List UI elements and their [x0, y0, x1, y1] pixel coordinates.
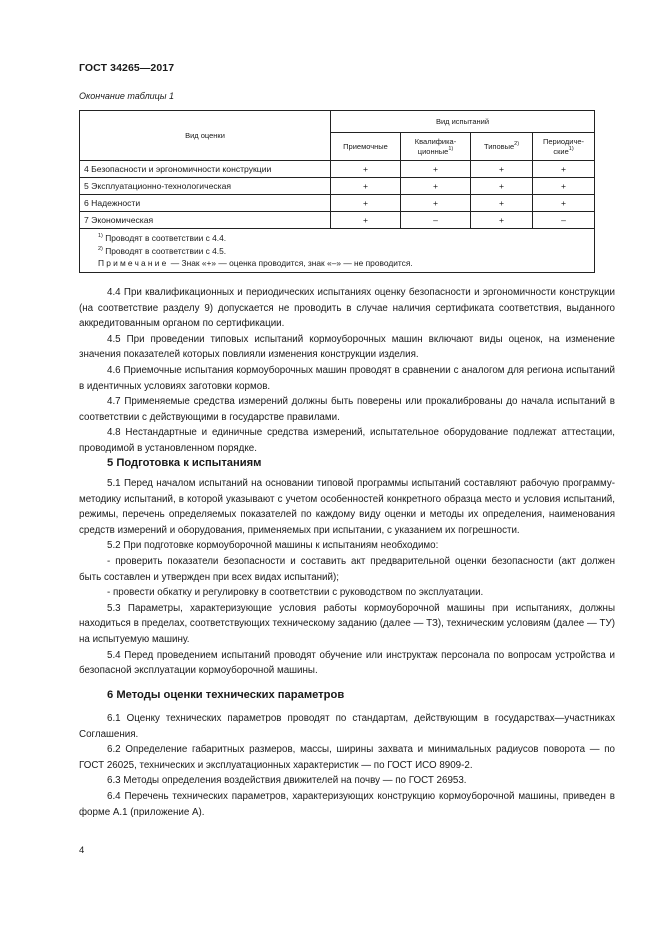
paragraphs-section-5: [79, 476, 615, 679]
paragraph: 4.4 При квалификационных и периодических испытаниях оценку безопасности и эргономичности конструкции (на соответствие разделу 9) допускается не проводить в случае наличия сертификата соответствия, выданного аккредитованным органом по сертификации.: [79, 287, 615, 330]
row-mark: +: [471, 195, 533, 212]
paragraph: 5.3 Параметры, характеризующие условия работы кормоуборочной машины при испытаниях, должны находиться в пределах, соответствующих техническому заданию (далее — ТЗ), техническим условиям (далее — ТУ) на испытуемую машину.: [79, 602, 615, 645]
paragraph: 6.3 Методы определения воздействия движителей на почву — по ГОСТ 26953.: [107, 775, 467, 787]
row-mark: +: [331, 195, 401, 212]
paragraph: 5.1 Перед началом испытаний на основании типовой программы испытаний составляют рабочую программу-методику испытаний, в которой указывают с учетом особенностей конкретного образца место и условия испытаний, режимы, перечень определяемых показателей по каждому виду оценки и методы их определения, наименования средств измерений и оборудования, применяемых при испытании, с указанием их погрешности.: [79, 478, 615, 536]
row-mark: +: [533, 161, 595, 178]
paragraph: 6.1 Оценку технических параметров проводят по стандартам, действующим в государствах—участниках Соглашения.: [79, 713, 615, 740]
row-mark: +: [401, 195, 471, 212]
paragraphs-section-6: [79, 711, 615, 820]
row-name: 4 Безопасности и эргономичности конструкции: [80, 161, 331, 178]
row-mark: +: [533, 178, 595, 195]
table-note: Примечание — Знак «+» — оценка проводится, знак «–» — не проводится.: [98, 258, 413, 268]
table-row: [80, 161, 595, 178]
paragraphs-section-4: [79, 285, 615, 457]
row-name: 5 Эксплуатационно-технологическая: [80, 178, 331, 195]
paragraph: 4.7 Применяемые средства измерений должны быть поверены или прокалиброваны до начала испытаний в соответствии с действующими в государстве правилами.: [79, 396, 615, 423]
col-header-3: Периодиче-ские$^{1)}$: [533, 133, 595, 161]
col-header-2: Типовые$^{2)}$: [471, 133, 533, 161]
row-mark: +: [471, 178, 533, 195]
footnote-2: $^{2)}$ Проводят в соответствии с 4.5.: [98, 245, 227, 256]
paragraph: 5.4 Перед проведением испытаний проводят обучение или инструктаж персонала по вопросам устройства и безопасной эксплуатации кормоуборочной машины.: [79, 649, 615, 677]
table-row: [80, 195, 595, 212]
col-header-test-types: Вид испытаний: [331, 111, 595, 133]
table-caption: Окончание таблицы 1: [79, 91, 174, 101]
section-6-heading: 6 Методы оценки технических параметров: [107, 689, 345, 701]
row-mark: +: [331, 161, 401, 178]
page-number: 4: [79, 845, 85, 856]
paragraph: - проверить показатели безопасности и составить акт предварительной оценки безопасности (акт должен быть составлен и утвержден при всех видах испытаний);: [79, 555, 615, 583]
section-5-heading: 5 Подготовка к испытаниям: [107, 457, 262, 469]
paragraph: 6.4 Перечень технических параметров, характеризующих конструкцию кормоуборочной машины, приведен в форме А.1 (приложение А).: [79, 790, 615, 818]
table-notes: [80, 229, 595, 273]
row-mark: +: [331, 212, 401, 229]
row-mark: +: [401, 178, 471, 195]
row-mark: +: [331, 178, 401, 195]
test-types-table: [79, 110, 595, 273]
row-mark: –: [401, 212, 471, 229]
row-mark: +: [471, 161, 533, 178]
row-mark: +: [471, 212, 533, 229]
paragraph: 4.5 При проведении типовых испытаний кормоуборочных машин включают виды оценок, на изменение значения показателей которых повлияли изменения конструкции изделия.: [79, 333, 615, 361]
row-name: 7 Экономическая: [80, 212, 331, 229]
paragraph: 6.2 Определение габаритных размеров, массы, ширины захвата и минимальных радиусов поворота — по ГОСТ 26025, технических и эксплуатационных характеристик — по ГОСТ ИСО 8909-2.: [79, 744, 615, 771]
paragraph: 5.2 При подготовке кормоуборочной машины к испытаниям необходимо:: [107, 540, 439, 552]
col-header-1: Квалифика-ционные$^{1)}$: [401, 133, 471, 161]
row-name: 6 Надежности: [80, 195, 331, 212]
document-id: ГОСТ 34265—2017: [79, 62, 175, 74]
row-mark: +: [533, 195, 595, 212]
col-header-0: Приемочные: [331, 133, 401, 161]
col-header-assessment-type: Вид оценки: [80, 111, 331, 161]
table-row: [80, 178, 595, 195]
paragraph: 4.8 Нестандартные и единичные средства измерений, испытательное оборудование подлежат аттестации, проводимой в установленном порядке.: [79, 427, 615, 454]
row-mark: +: [401, 161, 471, 178]
footnote-1: $^{1)}$ Проводят в соответствии с 4.4.: [98, 233, 227, 243]
row-mark: –: [533, 212, 595, 229]
paragraph: - провести обкатку и регулировку в соответствии с руководством по эксплуатации.: [107, 587, 484, 599]
table-row: [80, 212, 595, 229]
paragraph: 4.6 Приемочные испытания кормоуборочных машин проводят в сравнении с аналогом для региона испытаний в идентичных условиях заготовки кормов.: [79, 364, 615, 392]
